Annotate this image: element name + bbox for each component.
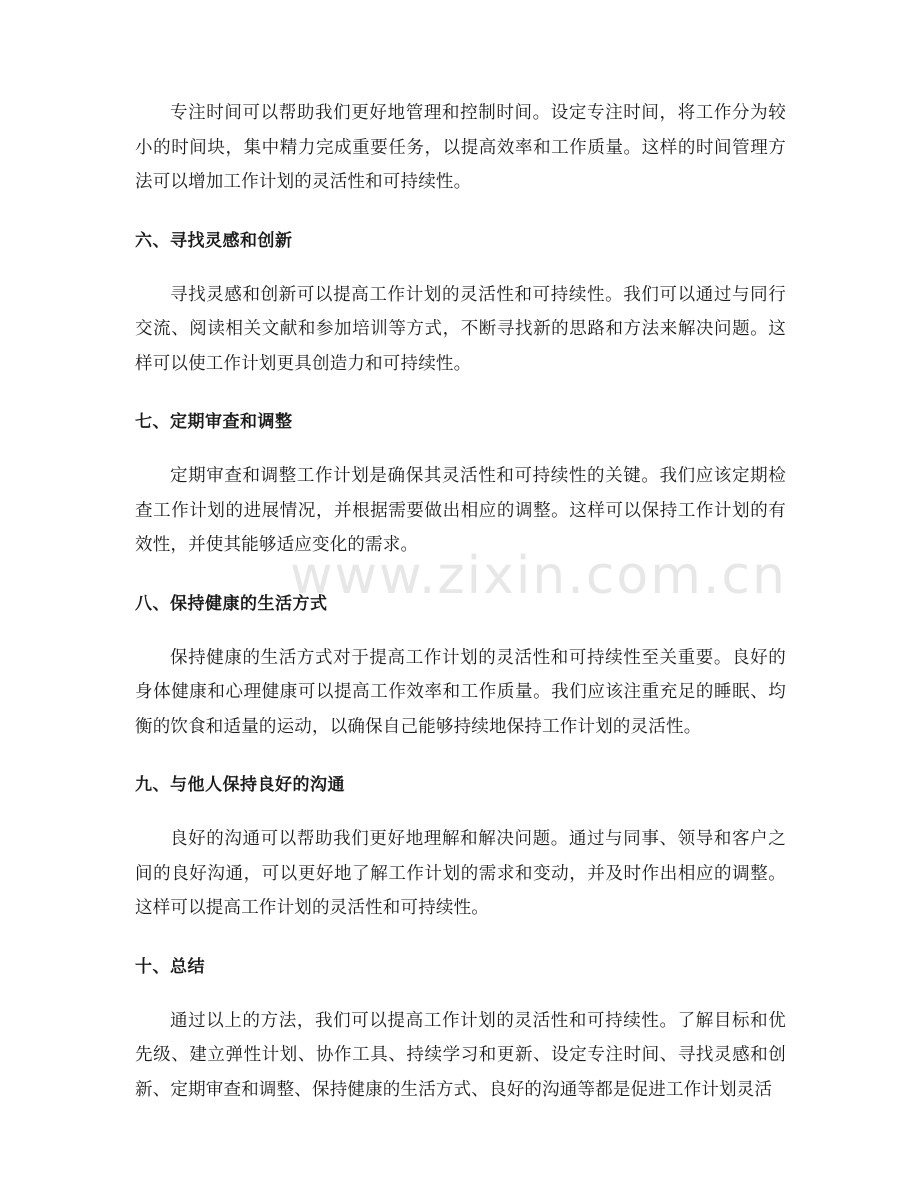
section-body-9: 良好的沟通可以帮助我们更好地理解和解决问题。通过与同事、领导和客户之间的良好沟通，可以更好地了解工作计划的需求和变动，并及时作出相应的调整。这样可以提高工作计划的灵活性和可持续性。 [135, 829, 786, 918]
section-body-10: 通过以上的方法，我们可以提高工作计划的灵活性和可持续性。了解目标和优先级、建立弹性计划、协作工具、持续学习和更新、设定专注时间、寻找灵感和创新、定期审查和调整、保持健康的生活方式、良好的沟通等都是促进工作计划灵活 [135, 1010, 786, 1100]
section-heading-7: 七、定期审查和调整 [135, 412, 293, 432]
document-page [135, 96, 786, 1107]
section-heading-10: 十、总结 [135, 956, 205, 977]
intro-paragraph: 专注时间可以帮助我们更好地管理和控制时间。设定专注时间，将工作分为较小的时间块，集中精力完成重要任务，以提高效率和工作质量。这样的时间管理方法可以增加工作计划的灵活性和可持续性。 [135, 103, 786, 192]
section-heading-6: 六、寻找灵感和创新 [135, 230, 293, 251]
watermark: www.zixin.com.cn [290, 546, 787, 606]
section-body-7: 定期审查和调整工作计划是确保其灵活性和可持续性的关键。我们应该定期检查工作计划的进展情况，并根据需要做出相应的调整。这样可以保持工作计划的有效性，并使其能够适应变化的需求。 [135, 466, 786, 555]
section-body-8: 保持健康的生活方式对于提高工作计划的灵活性和可持续性至关重要。良好的身体健康和心理健康可以提高工作效率和工作质量。我们应该注重充足的睡眠、均衡的饮食和适量的运动，以确保自己能够持续地保持工作计划的灵活性。 [135, 647, 786, 737]
section-heading-9: 九、与他人保持良好的沟通 [135, 775, 345, 795]
section-body-6: 寻找灵感和创新可以提高工作计划的灵活性和可持续性。我们可以通过与同行交流、阅读相关文献和参加培训等方式，不断寻找新的思路和方法来解决问题。这样可以使工作计划更具创造力和可持续性。 [135, 284, 786, 374]
section-heading-8: 八、保持健康的生活方式 [135, 593, 328, 614]
